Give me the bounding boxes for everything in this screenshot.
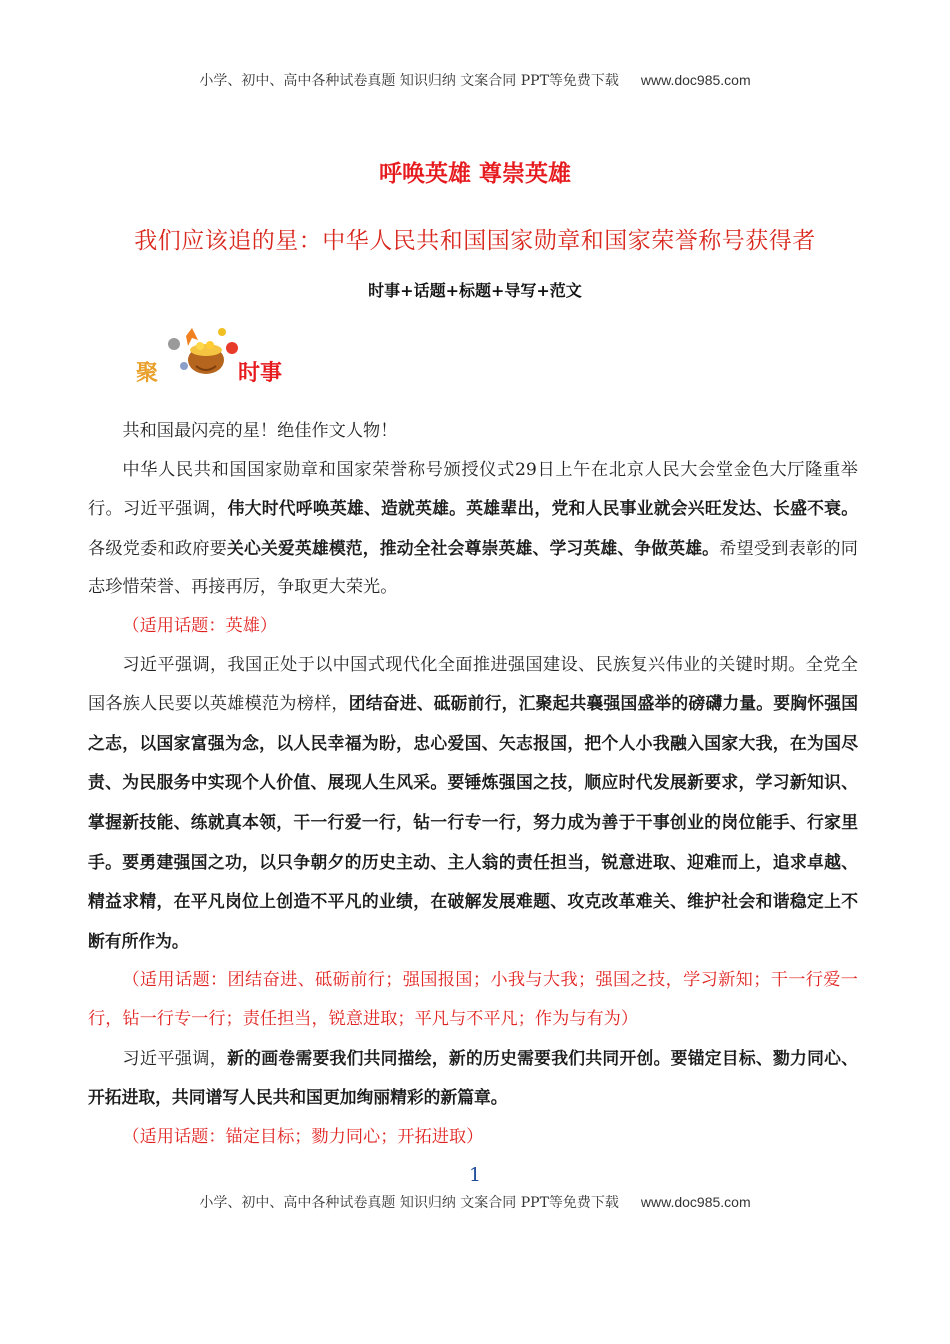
text-run: 各级党委和政府要 [88,538,228,559]
page-subtitle: 我们应该追的星：中华人民共和国国家勋章和国家荣誉称号获得者 [134,228,816,254]
page-number: 1 [468,1164,482,1186]
paragraph-intro: 共和国最闪亮的星！绝佳作文人物！ [122,421,398,441]
paragraph-new-chapter [88,1039,858,1118]
page-header [0,70,950,90]
text-run: 中华人民共和国国家勋章和国家荣誉称号颁授仪式29日上午在北京人民大会堂金色大厅隆重举行。习近平强调， [88,459,858,520]
bold-run: 团结奋进、砥砺前行，汇聚起共襄强国盛举的磅礴力量。要胸怀强国之志，以国家富强为念，以人民幸福为盼，忠心爱国、矢志报国，把个人小我融入国家大我，在为国尽责、为民服务中实现个人价值、展现人生风采。要锤炼强国之技，顺应时代发展新要求，学习新知识、掌握新技能、练就真本领，干一行爱一行，钻一行专一行，努力成为善于干事创业的岗位能手、行家里手。要勇建强国之功，以只争朝夕的历史主动、主人翁的责任担当，锐意进取、迎难而上，追求卓越、精益求精，在平凡岗位上创造不平凡的业绩，在破解发展难题、攻克改革难关、维护社会和谐稳定上不断有所作为。 [88,693,858,951]
section-char-ju: 聚 [136,361,159,386]
bold-run: 关心关爱英雄模范，推动全社会尊崇英雄、学习英雄、争做英雄。 [227,537,720,558]
title-tags: 时事+话题+标题+导写+范文 [368,281,582,300]
text-run: 习近平强调，我国正处于以中国式现代化全面推进强国建设、民族复兴伟业的关键时期。全党全国各族人民要以英雄模范为榜样， [88,654,858,715]
topic-note-3: （适用话题：锚定目标；勠力同心；开拓进取） [122,1126,484,1147]
section-title: 时事 [238,361,283,386]
topic-note-1: （适用话题：英雄） [122,615,278,636]
treasure-pot-icon [162,318,242,382]
paragraph-ceremony [88,451,858,607]
footer-text: 小学、初中、高中各种试卷真题 知识归纳 文案合同 PPT等免费下载 [199,1195,619,1211]
bold-run: 新的画卷需要我们共同描绘，新的历史需要我们共同开创。要锚定目标、勠力同心、开拓进取，共同谱写人民共和国更加绚丽精彩的新篇章。 [88,1047,858,1108]
section-heading [132,318,332,390]
text-run: 希望受到表彰的同志珍惜荣誉、再接再厉，争取更大荣光。 [88,538,858,598]
footer-site-link[interactable]: www.doc985.com [640,1194,751,1210]
article-body [88,412,858,1156]
page-footer [0,1192,950,1212]
page-title: 呼唤英雄 尊崇英雄 [378,161,571,187]
paragraph-strong-nation [88,646,858,962]
header-site-link[interactable]: www.doc985.com [640,72,751,88]
bold-run: 伟大时代呼唤英雄、造就英雄。英雄辈出，党和人民事业就会兴旺发达、长盛不衰。 [227,498,858,519]
header-text: 小学、初中、高中各种试卷真题 知识归纳 文案合同 PPT等免费下载 [199,73,619,89]
text-run: 习近平强调， [122,1048,228,1069]
topic-note-2: （适用话题：团结奋进、砥砺前行；强国报国；小我与大我；强国之技，学习新知；干一行爱一行，钻一行专一行；责任担当，锐意进取；平凡与不平凡；作为与有为） [88,970,858,1029]
